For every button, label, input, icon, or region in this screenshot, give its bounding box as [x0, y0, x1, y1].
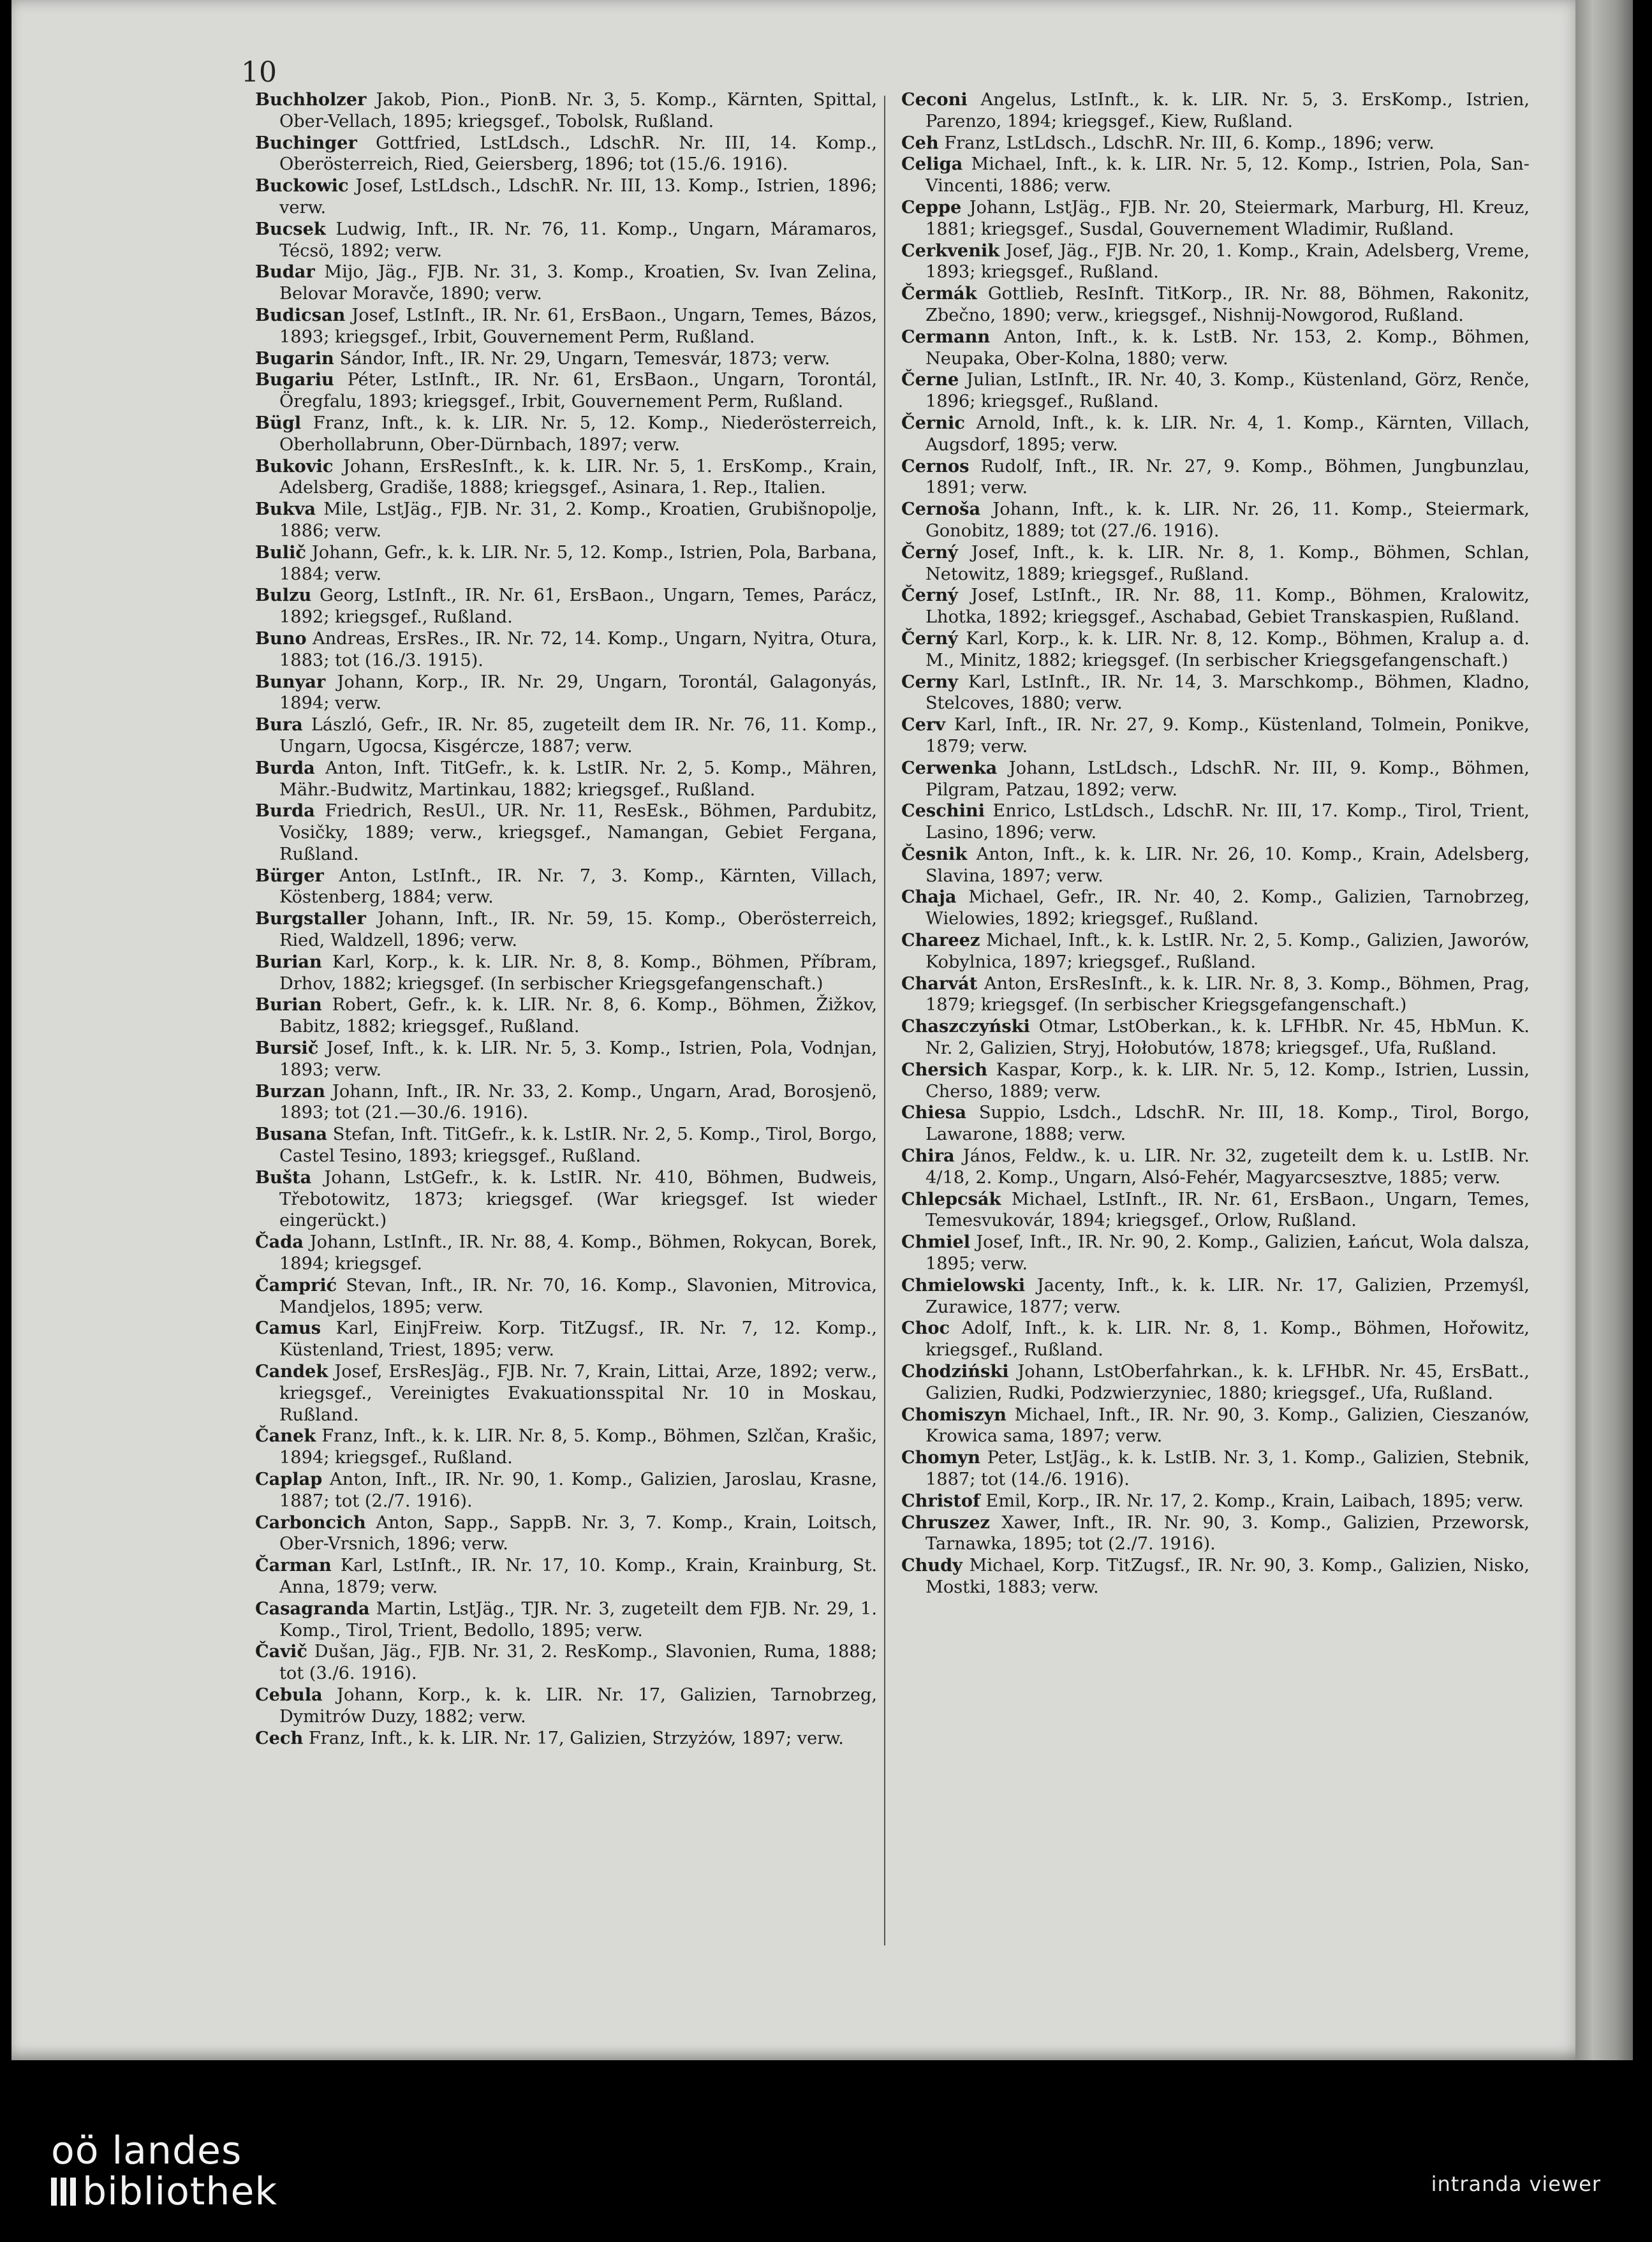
entry-details: Enrico, LstLdsch., LdschR. Nr. III, 17. Komp., Tirol, Trient, Lasino, 1896; verw. [926, 801, 1530, 843]
register-entry [255, 175, 877, 219]
entry-details: Mile, LstJäg., FJB. Nr. 31, 2. Komp., Kroatien, Grubišnopolje, 1886; verw. [279, 499, 877, 541]
entry-surname: Casagranda [255, 1598, 370, 1619]
entry-surname: Černý [901, 628, 958, 649]
register-entry [255, 1038, 877, 1081]
register-entry [255, 499, 877, 542]
entry-surname: Ceppe [901, 196, 962, 218]
entry-details: Josef, Inft., k. k. LIR. Nr. 5, 3. Komp., Istrien, Pola, Vodnjan, 1893; verw. [279, 1038, 877, 1080]
logo-line1: oö landes [51, 2128, 242, 2173]
entry-surname: Černý [901, 542, 958, 563]
register-entry [255, 1124, 877, 1167]
entry-details: Josef, Inft., IR. Nr. 90, 2. Komp., Galizien, Łańcut, Wola dalsza, 1895; verw. [926, 1232, 1530, 1274]
register-entry [901, 1318, 1530, 1361]
register-entry [255, 1361, 877, 1426]
entry-surname: Caplap [255, 1469, 323, 1489]
register-entry [901, 133, 1530, 154]
register-entry [255, 262, 877, 305]
entry-details: Johann, Inft., IR. Nr. 33, 2. Komp., Ungarn, Arad, Borosjenö, 1893; tot (21.—30./6. 1916). [279, 1081, 877, 1123]
register-entry [901, 1102, 1530, 1146]
register-entry [901, 369, 1530, 413]
entry-details: Karl, Inft., IR. Nr. 27, 9. Komp., Küstenland, Tolmein, Ponikve, 1879; verw. [926, 715, 1530, 756]
register-entry [255, 800, 877, 865]
register-entry [901, 1447, 1530, 1491]
register-entry [255, 758, 877, 801]
column-divider [884, 96, 885, 1945]
entry-details: Josef, LstLdsch., LdschR. Nr. III, 13. Komp., Istrien, 1896; verw. [279, 176, 877, 218]
entry-surname: Cerwenka [901, 757, 998, 778]
logo-bars-icon [51, 2178, 76, 2206]
entry-surname: Chaja [901, 887, 957, 908]
entry-surname: Chodziński [901, 1361, 1009, 1382]
entry-details: Michael, LstInft., IR. Nr. 61, ErsBaon., Ungarn, Temes, Temesvukovár, 1894; kriegsgef., Orlow, Rußland. [926, 1189, 1530, 1231]
entry-surname: Chmielowski [901, 1274, 1026, 1295]
entry-surname: Cerv [901, 714, 946, 735]
register-entry [901, 714, 1530, 758]
entry-surname: Burian [255, 994, 322, 1015]
entry-details: Xawer, Inft., IR. Nr. 90, 3. Komp., Galizien, Przeworsk, Tarnawka, 1895; tot (2./7. 1916). [926, 1512, 1530, 1554]
register-entry [255, 1512, 877, 1556]
entry-surname: Chersich [901, 1059, 987, 1080]
register-entry [255, 369, 877, 413]
register-entry [255, 908, 877, 952]
entry-details: Franz, Inft., k. k. LIR. Nr. 17, Galizien, Strzyżów, 1897; verw. [303, 1728, 844, 1748]
register-entry [901, 1146, 1530, 1189]
entry-details: Robert, Gefr., k. k. LIR. Nr. 8, 6. Komp., Böhmen, Žižkov, Babitz, 1882; kriegsgef., Rußland. [279, 995, 877, 1037]
entry-surname: Candek [255, 1361, 328, 1382]
register-entry [255, 1081, 877, 1125]
entry-surname: Chareez [901, 930, 980, 951]
entry-surname: Burian [255, 951, 322, 972]
entry-surname: Cerny [901, 671, 958, 692]
entry-surname: Burzan [255, 1080, 325, 1102]
register-entry [901, 240, 1530, 284]
register-entry [901, 197, 1530, 240]
entry-surname: Ceschini [901, 800, 985, 822]
register-entry [255, 1426, 877, 1469]
register-entry [901, 800, 1530, 844]
register-entry [255, 628, 877, 672]
entry-surname: Černe [901, 369, 959, 390]
entry-surname: Ceh [901, 132, 939, 153]
register-entry [255, 305, 877, 348]
entry-details: Anton, ErsResInft., k. k. LIR. Nr. 8, 3. Komp., Böhmen, Prag, 1879; kriegsgef. (In serbischer Kriegsgefangenschaft.) [926, 973, 1530, 1015]
register-entry [901, 1189, 1530, 1232]
entry-details: Stefan, Inft. TitGefr., k. k. LstIR. Nr. 2, 5. Komp., Tirol, Borgo, Castel Tesino, 1893; kriegsgef., Rußland. [279, 1125, 877, 1167]
entry-details: Josef, LstInft., IR. Nr. 61, ErsBaon., Ungarn, Temes, Bázos, 1893; kriegsgef., Irbit, Gouvernement Perm, Rußland. [279, 305, 877, 347]
entry-surname: Buno [255, 628, 307, 649]
entry-details: Franz, LstLdsch., LdschR. Nr. III, 6. Komp., 1896; verw. [938, 133, 1434, 153]
entry-surname: Chomiszyn [901, 1404, 1007, 1425]
entry-surname: Burda [255, 800, 315, 822]
entry-details: Emil, Korp., IR. Nr. 17, 2. Komp., Krain, Laibach, 1895; verw. [980, 1491, 1524, 1511]
entry-details: Johann, Inft., IR. Nr. 59, 15. Komp., Oberösterreich, Ried, Waldzell, 1896; verw. [279, 909, 877, 951]
entry-details: Josef, Inft., k. k. LIR. Nr. 8, 1. Komp., Böhmen, Schlan, Netowitz, 1889; kriegsgef., Rußland. [926, 542, 1530, 584]
register-entry [255, 1232, 877, 1275]
register-entry [901, 283, 1530, 327]
register-entry [255, 219, 877, 262]
entry-surname: Bušta [255, 1167, 312, 1188]
register-entry [255, 672, 877, 715]
entry-surname: Budar [255, 262, 315, 283]
entry-details: Arnold, Inft., k. k. LIR. Nr. 4, 1. Komp., Kärnten, Villach, Augsdorf, 1895; verw. [926, 413, 1530, 455]
register-entry [255, 952, 877, 995]
entry-surname: Bucsek [255, 218, 326, 239]
entry-surname: Čavič [255, 1641, 307, 1662]
register-entry [901, 844, 1530, 887]
entry-surname: Busana [255, 1124, 328, 1145]
register-entry [255, 1318, 877, 1361]
entry-surname: Bügl [255, 412, 302, 433]
entry-details: Anton, Inft., IR. Nr. 90, 1. Komp., Galizien, Jaroslau, Krasne, 1887; tot (2./7. 1916). [279, 1470, 877, 1511]
register-entry [901, 628, 1530, 672]
entry-details: Johann, LstLdsch., LdschR. Nr. III, 9. Komp., Böhmen, Pilgram, Patzau, 1892; verw. [926, 758, 1530, 800]
entry-surname: Chruszez [901, 1512, 990, 1533]
entry-details: Johann, Inft., k. k. LIR. Nr. 26, 11. Komp., Steiermark, Gonobitz, 1889; tot (27./6. 1916). [926, 499, 1530, 541]
register-entry [255, 542, 877, 586]
register-entry [255, 585, 877, 628]
entry-surname: Bulič [255, 542, 306, 563]
entry-surname: Chomyn [901, 1447, 980, 1468]
register-entry [901, 89, 1530, 133]
entry-details: Rudolf, Inft., IR. Nr. 27, 9. Komp., Böhmen, Jungbunzlau, 1891; verw. [926, 456, 1530, 498]
entry-details: Dušan, Jäg., FJB. Nr. 31, 2. ResKomp., Slavonien, Ruma, 1888; tot (3./6. 1916). [279, 1642, 877, 1684]
register-entry [255, 1598, 877, 1642]
entry-details: Karl, LstInft., IR. Nr. 17, 10. Komp., Krain, Krainburg, St. Anna, 1879; verw. [279, 1556, 877, 1597]
entry-details: László, Gefr., IR. Nr. 85, zugeteilt dem IR. Nr. 76, 11. Komp., Ungarn, Ugocsa, Kisgércze, 1887; verw. [279, 715, 877, 756]
register-entry [901, 542, 1530, 586]
entry-surname: Cermann [901, 326, 991, 347]
entry-surname: Cernos [901, 455, 970, 476]
entry-details: Michael, Inft., IR. Nr. 90, 3. Komp., Galizien, Cieszanów, Krowica sama, 1897; verw. [926, 1405, 1530, 1447]
register-entry [901, 1232, 1530, 1275]
register-entry [901, 154, 1530, 197]
entry-surname: Čermák [901, 283, 977, 304]
entry-surname: Ceconi [901, 89, 968, 110]
entry-details: Anton, Sapp., SappB. Nr. 3, 7. Komp., Krain, Loitsch, Ober-Vrsnich, 1896; verw. [279, 1512, 877, 1554]
entry-details: Adolf, Inft., k. k. LIR. Nr. 8, 1. Komp., Böhmen, Hořowitz, kriegsgef., Rußland. [926, 1318, 1530, 1361]
register-entry [901, 1491, 1530, 1512]
register-entry [901, 327, 1530, 370]
entry-details: Angelus, LstInft., k. k. LIR. Nr. 5, 3. ErsKomp., Istrien, Parenzo, 1894; kriegsgef., Kiew, Rußland. [926, 90, 1530, 131]
register-entry [901, 1275, 1530, 1318]
entry-details: Johann, Korp., IR. Nr. 29, Ungarn, Torontál, Galagonyás, 1894; verw. [279, 672, 877, 714]
register-entry [901, 1361, 1530, 1405]
entry-details: Johann, LstJäg., FJB. Nr. 20, Steiermark, Marburg, Hl. Kreuz, 1881; kriegsgef., Susdal, Gouvernement Wladimir, Rußland. [926, 197, 1530, 239]
entry-surname: Buchinger [255, 132, 357, 153]
register-entry [255, 1728, 877, 1750]
entry-surname: Bürger [255, 865, 324, 886]
register-entry [901, 1016, 1530, 1059]
page-number: 10 [241, 56, 277, 89]
entry-details: Karl, Korp., k. k. LIR. Nr. 8, 12. Komp., Böhmen, Kralup a. d. M., Minitz, 1882; kriegsgef. (In serbischer Kriegsgefangenschaft.) [926, 628, 1530, 670]
entry-details: Franz, Inft., k. k. LIR. Nr. 5, 12. Komp., Niederösterreich, Oberhollabrunn, Ober-Dürnbach, 1897; verw. [279, 413, 877, 455]
entry-surname: Čanek [255, 1426, 316, 1447]
entry-surname: Camus [255, 1318, 321, 1339]
entry-details: Josef, Jäg., FJB. Nr. 20, 1. Komp., Krain, Adelsberg, Vreme, 1893; kriegsgef., Rußland. [926, 240, 1530, 283]
register-entry [901, 887, 1530, 930]
entry-surname: Choc [901, 1318, 950, 1339]
entry-surname: Cerkvenik [901, 240, 1000, 261]
entry-details: Johann, ErsResInft., k. k. LIR. Nr. 5, 1. ErsKomp., Krain, Adelsberg, Gradiše, 1888; kriegsgef., Asinara, 1. Rep., Italien. [279, 456, 877, 498]
entry-surname: Čada [255, 1232, 304, 1253]
entry-details: Otmar, LstOberkan., k. k. LFHbR. Nr. 45, HbMun. K. Nr. 2, Galizien, Stryj, Hołobutów, 1878; kriegsgef., Ufa, Rußland. [926, 1017, 1530, 1059]
entry-details: Anton, Inft., k. k. LstB. Nr. 153, 2. Komp., Böhmen, Neupaka, Ober-Kolna, 1880; verw. [926, 327, 1530, 369]
entry-surname: Bura [255, 714, 303, 735]
entry-details: Ludwig, Inft., IR. Nr. 76, 11. Komp., Ungarn, Máramaros, Técsö, 1892; verw. [279, 219, 877, 261]
register-entry [255, 1167, 877, 1232]
entry-details: Michael, Gefr., IR. Nr. 40, 2. Komp., Galizien, Tarnobrzeg, Wielowies, 1892; kriegsgef., Rußland. [926, 887, 1530, 929]
register-entry [255, 1469, 877, 1512]
scanned-page [11, 0, 1587, 2060]
register-entry [255, 1685, 877, 1728]
entry-surname: Bunyar [255, 671, 326, 692]
register-entry [901, 930, 1530, 973]
entry-details: Peter, LstJäg., k. k. LstIB. Nr. 3, 1. Komp., Galizien, Stebnik, 1887; tot (14./6. 1916). [926, 1448, 1530, 1489]
register-entry [901, 456, 1530, 499]
entry-details: Suppio, Lsdch., LdschR. Nr. III, 18. Komp., Tirol, Borgo, Lawarone, 1888; verw. [926, 1103, 1530, 1145]
register-entry [901, 672, 1530, 715]
entry-details: Sándor, Inft., IR. Nr. 29, Ungarn, Temesvár, 1873; verw. [334, 348, 830, 369]
entry-details: Gottlieb, ResInft. TitKorp., IR. Nr. 88, Böhmen, Rakonitz, Zbečno, 1890; verw., kriegsgef., Nishnij-Nowgorod, Rußland. [926, 284, 1530, 325]
register-entry [901, 1555, 1530, 1598]
entry-surname: Burgstaller [255, 908, 366, 929]
left-column [255, 89, 877, 1749]
register-entry [901, 1512, 1530, 1556]
entry-surname: Burda [255, 757, 315, 778]
entry-surname: Bukovic [255, 455, 334, 476]
entry-details: Mijo, Jäg., FJB. Nr. 31, 3. Komp., Kroatien, Sv. Ivan Zelina, Belovar Moravče, 1890; verw. [279, 262, 877, 304]
library-logo [51, 2130, 277, 2212]
entry-surname: Bulzu [255, 585, 312, 606]
entry-surname: Chmiel [901, 1232, 971, 1253]
register-entry [901, 1405, 1530, 1448]
entry-details: Josef, ErsResJäg., FJB. Nr. 7, Krain, Littai, Arze, 1892; verw., kriegsgef., Vereinigtes Evakuationsspital Nr. 10 in Moskau, Rußland. [279, 1362, 877, 1425]
register-entry [255, 714, 877, 758]
entry-surname: Cech [255, 1727, 304, 1748]
entry-surname: Bugarin [255, 348, 334, 369]
register-entry [255, 1641, 877, 1685]
entry-details: Anton, Inft. TitGefr., k. k. LstIR. Nr. 2, 5. Komp., Mähren, Mähr.-Budwitz, Martinkau, 1882; kriegsgef., Rußland. [279, 758, 877, 800]
entry-details: Anton, LstInft., IR. Nr. 7, 3. Komp., Kärnten, Villach, Köstenberg, 1884; verw. [279, 866, 877, 908]
entry-details: Andreas, ErsRes., IR. Nr. 72, 14. Komp., Ungarn, Nyitra, Otura, 1883; tot (16./3. 1915). [279, 628, 877, 670]
entry-surname: Celiga [901, 154, 963, 175]
register-entry [255, 866, 877, 909]
entry-surname: Bugariu [255, 369, 334, 390]
entry-surname: Chlepcsák [901, 1188, 1001, 1209]
register-entry [901, 973, 1530, 1017]
entry-details: Karl, EinjFreiw. Korp. TitZugsf., IR. Nr. 7, 12. Komp., Küstenland, Triest, 1895; verw. [279, 1318, 877, 1361]
register-entry [901, 413, 1530, 456]
entry-surname: Bukva [255, 499, 316, 520]
entry-details: Georg, LstInft., IR. Nr. 61, ErsBaon., Ungarn, Temes, Parácz, 1892; kriegsgef., Rußland. [279, 586, 877, 628]
register-entry [255, 348, 877, 370]
entry-details: Johann, LstGefr., k. k. LstIR. Nr. 410, Böhmen, Budweis, Třebotowitz, 1873; kriegsgef. (War kriegsgef. Ist wieder eingerückt.) [279, 1167, 877, 1231]
register-entry [255, 456, 877, 499]
register-entry [255, 89, 877, 133]
entry-details: Johann, LstInft., IR. Nr. 88, 4. Komp., Böhmen, Rokycan, Borek, 1894; kriegsgef. [279, 1232, 877, 1274]
entry-surname: Buckowic [255, 175, 349, 196]
register-entry [901, 499, 1530, 542]
register-entry [901, 1059, 1530, 1103]
entry-details: Karl, LstInft., IR. Nr. 14, 3. Marschkomp., Böhmen, Kladno, Stelcoves, 1880; verw. [926, 672, 1530, 714]
page-fold [1575, 0, 1633, 2060]
entry-details: Kaspar, Korp., k. k. LIR. Nr. 5, 12. Komp., Istrien, Lussin, Cherso, 1889; verw. [926, 1059, 1530, 1102]
register-entry [255, 1555, 877, 1598]
entry-details: Stevan, Inft., IR. Nr. 70, 16. Komp., Slavonien, Mitrovica, Mandjelos, 1895; verw. [279, 1275, 877, 1317]
entry-details: Johann, LstOberfahrkan., k. k. LFHbR. Nr. 45, ErsBatt., Galizien, Rudki, Podzwierzyniec, 1880; kriegsgef., Ufa, Rußland. [926, 1362, 1530, 1403]
entry-surname: Bursič [255, 1038, 319, 1059]
entry-details: Anton, Inft., k. k. LIR. Nr. 26, 10. Komp., Krain, Adelsberg, Slavina, 1897; verw. [926, 844, 1530, 886]
register-entry [255, 413, 877, 456]
entry-surname: Chaszczyński [901, 1016, 1030, 1037]
entry-details: Julian, LstInft., IR. Nr. 40, 3. Komp., Küstenland, Görz, Renče, 1896; kriegsgef., Rußland. [926, 370, 1530, 412]
register-entry [255, 1275, 877, 1318]
entry-surname: Česnik [901, 843, 968, 864]
entry-surname: Carboncich [255, 1512, 366, 1533]
entry-surname: Chira [901, 1146, 955, 1167]
register-entry [901, 585, 1530, 628]
entry-details: Franz, Inft., k. k. LIR. Nr. 8, 5. Komp., Böhmen, Szlčan, Krašic, 1894; kriegsgef., Rußland. [279, 1426, 877, 1468]
entry-surname: Černic [901, 412, 965, 433]
entry-surname: Charvát [901, 973, 978, 994]
entry-surname: Cebula [255, 1684, 323, 1705]
entry-surname: Čamprić [255, 1274, 337, 1295]
entry-surname: Černý [901, 585, 958, 606]
entry-surname: Chudy [901, 1555, 962, 1576]
entry-surname: Čarman [255, 1555, 332, 1576]
entry-surname: Budicsan [255, 304, 346, 325]
viewer-label: intranda viewer [1431, 2172, 1601, 2196]
entry-details: Jakob, Pion., PionB. Nr. 3, 5. Komp., Kärnten, Spittal, Ober-Vellach, 1895; kriegsgef., Tobolsk, Rußland. [279, 90, 877, 131]
entry-details: János, Feldw., k. u. LIR. Nr. 32, zugeteilt dem k. u. LstIB. Nr. 4/18, 2. Komp., Ungarn, Alsó-Fehér, Magyarcsesztve, 1885; verw. [926, 1146, 1530, 1188]
entry-details: Michael, Korp. TitZugsf., IR. Nr. 90, 3. Komp., Galizien, Nisko, Mostki, 1883; verw. [926, 1556, 1530, 1597]
entry-details: Johann, Gefr., k. k. LIR. Nr. 5, 12. Komp., Istrien, Pola, Barbana, 1884; verw. [279, 542, 877, 584]
register-entry [255, 994, 877, 1038]
entry-surname: Christof [901, 1490, 980, 1511]
entry-details: Martin, LstJäg., TJR. Nr. 3, zugeteilt dem FJB. Nr. 29, 1. Komp., Tirol, Trient, Bedollo, 1895; verw. [279, 1598, 877, 1641]
entry-details: Johann, Korp., k. k. LIR. Nr. 17, Galizien, Tarnobrzeg, Dymitrów Duzy, 1882; verw. [279, 1685, 877, 1727]
right-column [901, 89, 1530, 1598]
entry-details: Karl, Korp., k. k. LIR. Nr. 8, 8. Komp., Böhmen, Příbram, Drhov, 1882; kriegsgef. (In serbischer Kriegsgefangenschaft.) [279, 952, 877, 994]
entry-details: Gottfried, LstLdsch., LdschR. Nr. III, 14. Komp., Oberösterreich, Ried, Geiersberg, 1896; tot (15./6. 1916). [279, 133, 877, 175]
entry-details: Josef, LstInft., IR. Nr. 88, 11. Komp., Böhmen, Kralowitz, Lhotka, 1892; kriegsgef., Aschabad, Gebiet Transkaspien, Rußland. [926, 586, 1530, 628]
entry-surname: Buchholzer [255, 89, 367, 110]
entry-details: Michael, Inft., k. k. LIR. Nr. 5, 12. Komp., Istrien, Pola, San-Vincenti, 1886; verw. [926, 154, 1530, 196]
entry-details: Péter, LstInft., IR. Nr. 61, ErsBaon., Ungarn, Torontál, Öregfalu, 1893; kriegsgef., Irbit, Gouvernement Perm, Rußland. [279, 370, 877, 412]
entry-details: Jacenty, Inft., k. k. LIR. Nr. 17, Galizien, Przemyśl, Zurawice, 1877; verw. [926, 1275, 1530, 1317]
logo-line2: bibliothek [82, 2169, 278, 2214]
entry-surname: Chiesa [901, 1102, 966, 1123]
entry-details: Friedrich, ResUl., UR. Nr. 11, ResEsk., Böhmen, Pardubitz, Vosičky, 1889; verw., kriegsgef., Namangan, Gebiet Fergana, Rußland. [279, 801, 877, 864]
entry-details: Michael, Inft., k. k. LstIR. Nr. 2, 5. Komp., Galizien, Jaworów, Kobylnica, 1897; kriegsgef., Rußland. [926, 931, 1530, 972]
entry-surname: Cernoša [901, 499, 981, 520]
register-entry [901, 758, 1530, 801]
register-entry [255, 133, 877, 176]
